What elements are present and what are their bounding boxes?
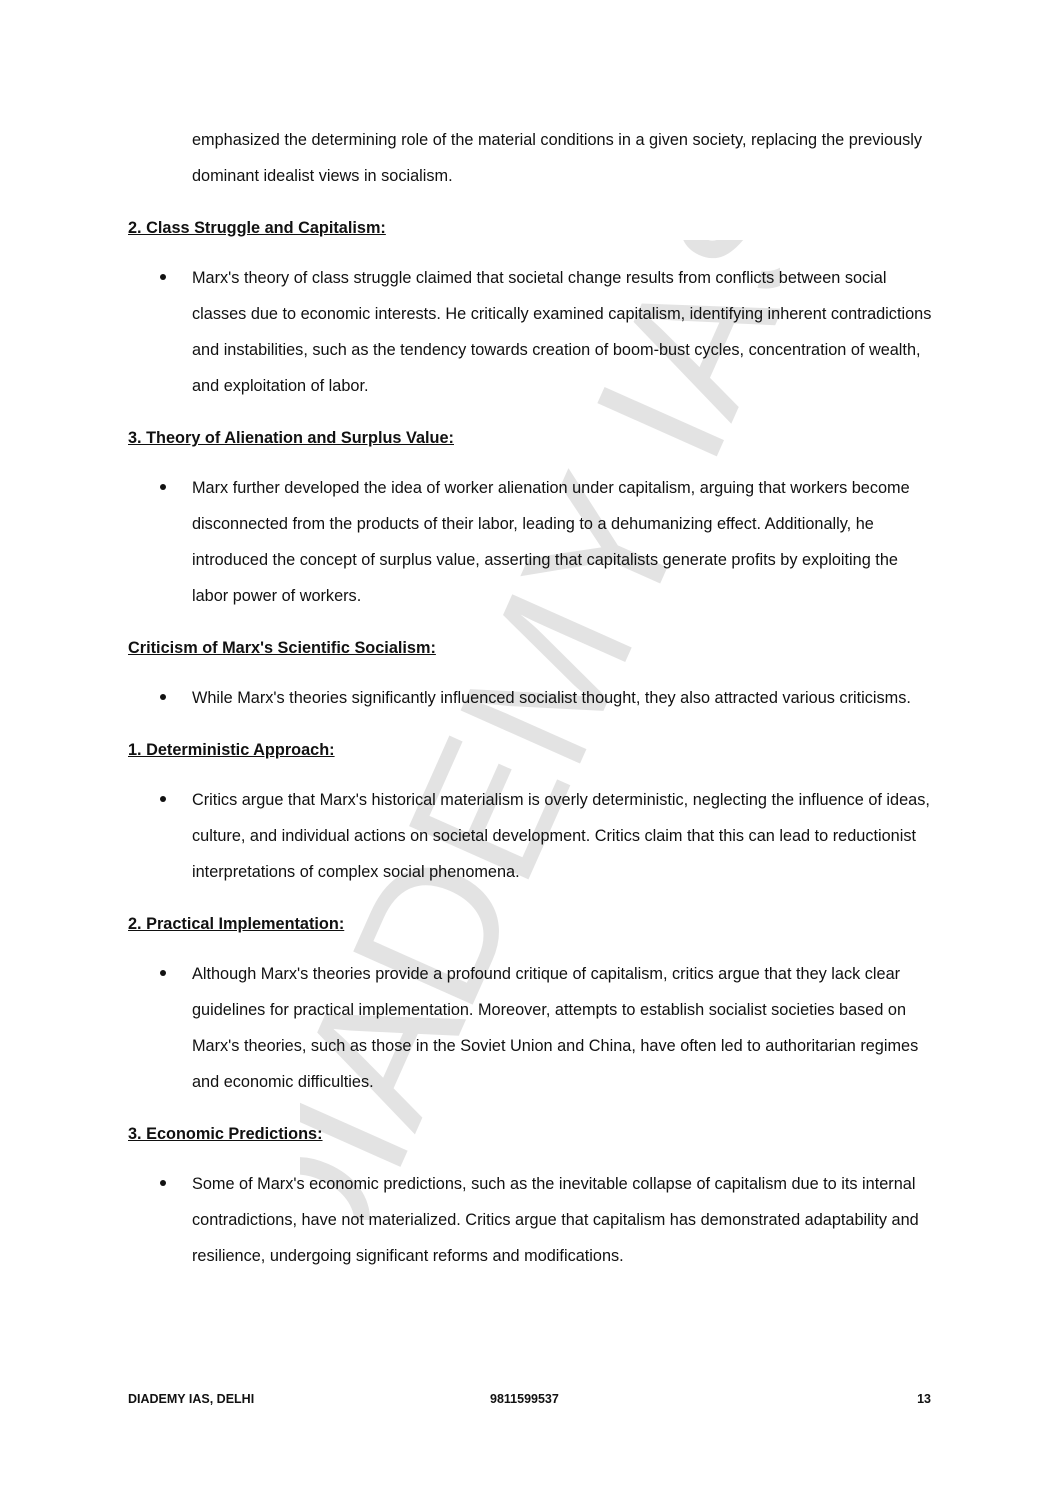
page-footer (128, 1392, 931, 1412)
document-body (128, 122, 938, 1274)
section-heading: 3. Theory of Alienation and Surplus Value: (128, 429, 454, 447)
bullet-item: Although Marx's theories provide a profound critique of capitalism, critics argue that they lack clear guidelines for practical implementation. Moreover, attempts to establish socialist societies based on Marx's theories, such as those in the Soviet Union and China, have often led to authoritarian regimes and economic difficulties. (128, 956, 938, 1100)
section-heading: 2. Class Struggle and Capitalism: (128, 219, 386, 237)
section-heading: Criticism of Marx's Scientific Socialism: (128, 639, 436, 657)
footer-institute: DIADEMY IAS, DELHI (128, 1392, 255, 1406)
bullet-item: Marx's theory of class struggle claimed that societal change results from conflicts between social classes due to economic interests. He critically examined capitalism, identifying inherent contradictions and instabilities, such as the tendency towards creation of boom-bust cycles, concentration of wealth, and exploitation of labor. (128, 260, 938, 404)
page-number: 13 (917, 1392, 931, 1406)
footer-phone: 9811599537 (490, 1392, 559, 1406)
section-deterministic (128, 732, 938, 890)
section-criticism (128, 630, 938, 716)
section-alienation (128, 420, 938, 614)
bullet-item: While Marx's theories significantly influenced socialist thought, they also attracted various criticisms. (128, 680, 938, 716)
section-heading: 2. Practical Implementation: (128, 915, 345, 933)
watermark-text: DIADEMY IAS (300, 240, 780, 1220)
section-class-struggle (128, 210, 938, 404)
section-heading: 3. Economic Predictions: (128, 1125, 323, 1143)
section-practical (128, 906, 938, 1100)
bullet-item: Marx further developed the idea of worker alienation under capitalism, arguing that workers become disconnected from the products of their labor, leading to a dehumanizing effect. Additionally, he introduced the concept of surplus value, asserting that capitalists generate profits by exploiting the labor power of workers. (128, 470, 938, 614)
intro-paragraph: emphasized the determining role of the material conditions in a given society, replacing the previously dominant idealist views in socialism. (192, 131, 923, 185)
bullet-item: Some of Marx's economic predictions, such as the inevitable collapse of capitalism due to its internal contradictions, have not materialized. Critics argue that capitalism has demonstrated adaptability and resilience, undergoing significant reforms and modifications. (128, 1166, 938, 1274)
section-heading: 1. Deterministic Approach: (128, 741, 335, 759)
bullet-item: Critics argue that Marx's historical materialism is overly deterministic, neglecting the influence of ideas, culture, and individual actions on societal development. Critics claim that this can lead to reductionist interpretations of complex social phenomena. (128, 782, 938, 890)
section-economic (128, 1116, 938, 1274)
